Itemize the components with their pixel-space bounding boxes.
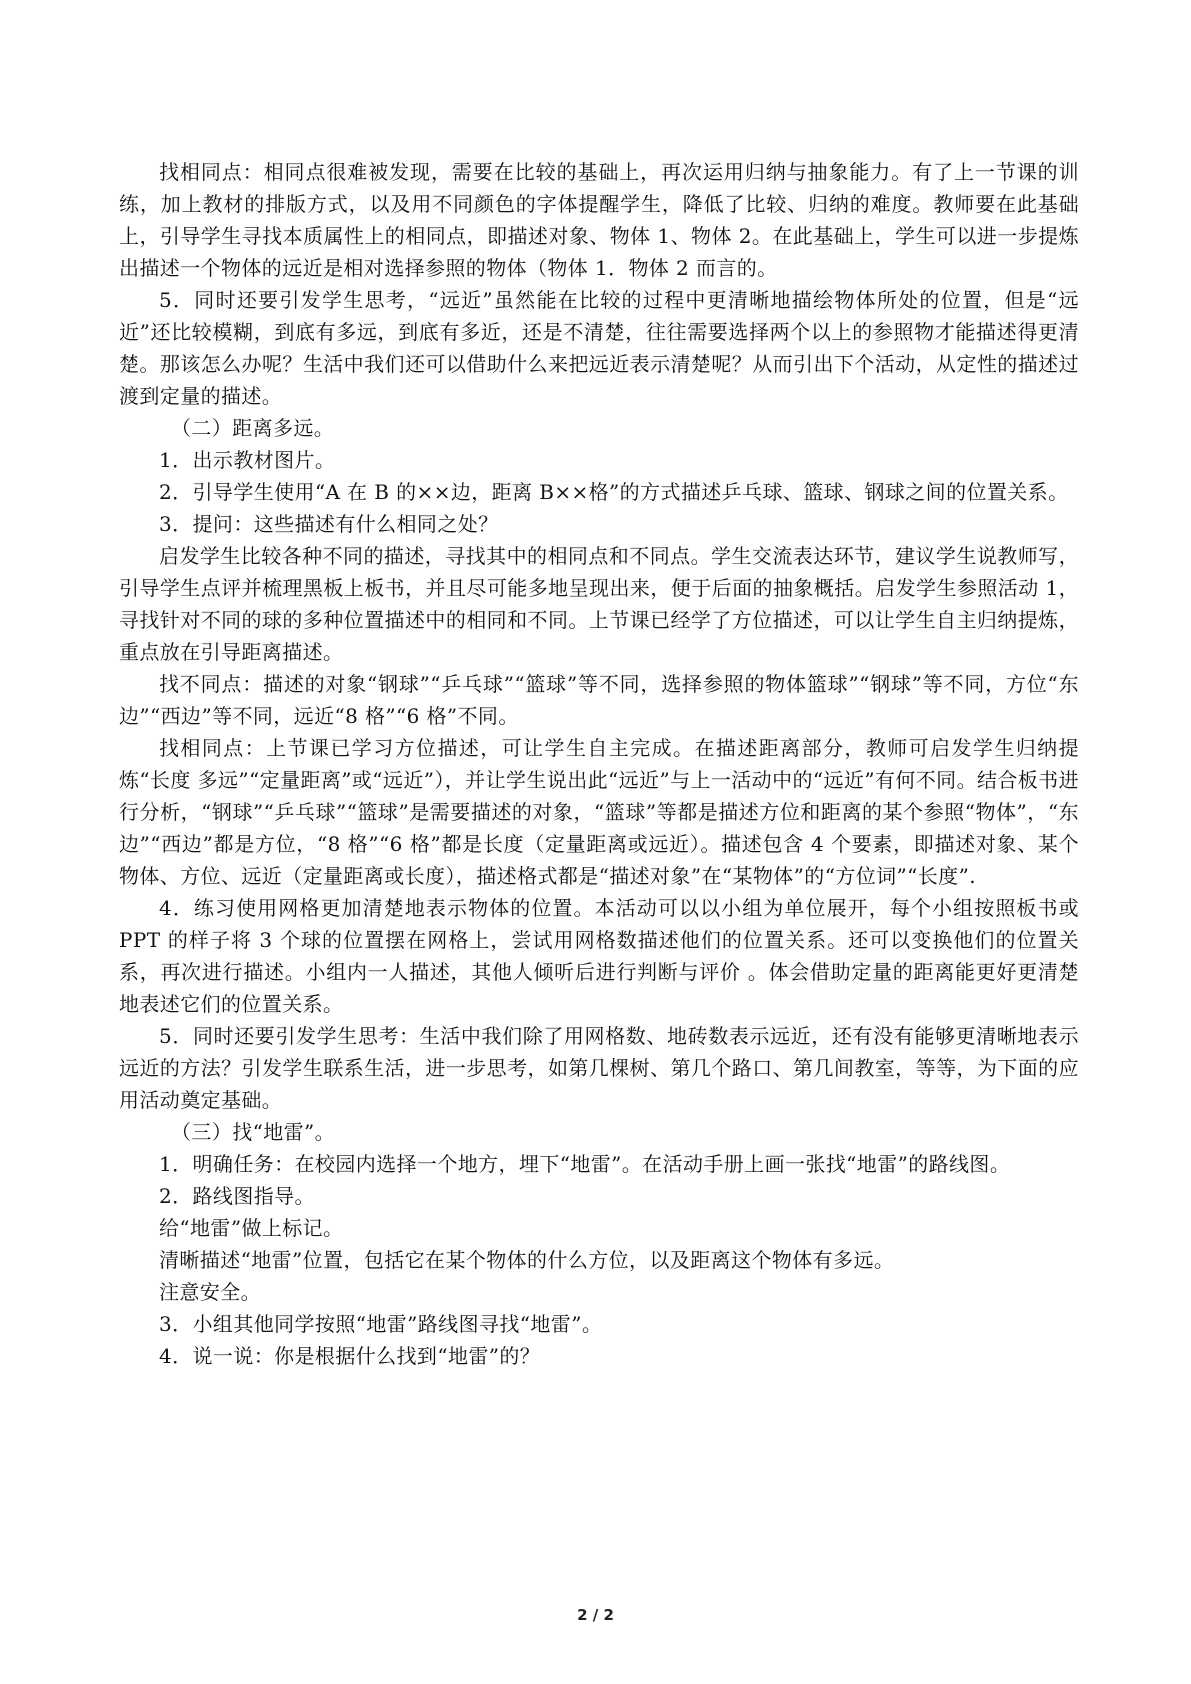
document-body — [119, 156, 1079, 1372]
paragraph: 注意安全。 — [159, 1280, 261, 1304]
paragraph: 5．同时还要引发学生思考，“远近”虽然能在比较的过程中更清晰地描绘物体所处的位置，但是“远近”还比较模糊，到底有多远，到底有多近，还是不清楚，往往需要选择两个以上的参照物才能描述得更清楚。那该怎么办呢？生活中我们还可以借助什么来把远近表示清楚呢？从而引出下个活动，从定性的描述过渡到定量的描述。 — [119, 288, 1079, 408]
paragraph: 4．说一说：你是根据什么找到“地雷”的？ — [159, 1344, 541, 1368]
section-heading: （三）找“地雷”。 — [171, 1120, 336, 1144]
paragraph: 2．路线图指导。 — [159, 1184, 315, 1208]
paragraph: 找相同点：相同点很难被发现，需要在比较的基础上，再次运用归纳与抽象能力。有了上一节课的训练，加上教材的排版方式，以及用不同颜色的字体提醒学生，降低了比较、归纳的难度。教师要在此基础上，引导学生寻找本质属性上的相同点，即描述对象、物体 1、物体 2。在此基础上，学生可以进一步提炼出描述一个物体的远近是相对选择参照的物体（物体 1．物体 2 而言的。 — [119, 160, 1079, 280]
paragraph: 给“地雷”做上标记。 — [159, 1216, 344, 1240]
paragraph: 清晰描述“地雷”位置，包括它在某个物体的什么方位，以及距离这个物体有多远。 — [159, 1248, 895, 1272]
page-number: 2 / 2 — [577, 1606, 614, 1624]
paragraph: 找相同点：上节课已学习方位描述，可让学生自主完成。在描述距离部分，教师可启发学生归纳提炼“长度 多远”“定量距离”或“远近”），并让学生说出此“远近”与上一活动中的“远近”有何不同。结合板书进行分析，“钢球”“乒乓球”“篮球”是需要描述的对象，“篮球”等都是描述方位和距离的某个参照“物体”，“东边”“西边”都是方位，“8 格”“6 格”都是长度（定量距离或远近）。描述包含 4 个要素，即描述对象、某个物体、方位、远近（定量距离或长度），描述格式都是“描述对象”在“某物体”的“方位词”“长度”. — [119, 736, 1079, 888]
paragraph: 启发学生比较各种不同的描述，寻找其中的相同点和不同点。学生交流表达环节，建议学生说教师写，引导学生点评并梳理黑板上板书，并且尽可能多地呈现出来，便于后面的抽象概括。启发学生参照活动 1，寻找针对不同的球的多种位置描述中的相同和不同。上节课已经学了方位描述，可以让学生自主归纳提炼，重点放在引导距离描述。 — [119, 544, 1079, 664]
paragraph: 4．练习使用网格更加清楚地表示物体的位置。本活动可以以小组为单位展开，每个小组按照板书或 PPT 的样子将 3 个球的位置摆在网格上，尝试用网格数描述他们的位置关系。还可以变换他们的位置关系，再次进行描述。小组内一人描述，其他人倾听后进行判断与评价 。体会借助定量的距离能更好更清楚地表述它们的位置关系。 — [119, 896, 1079, 1016]
paragraph: 3．提问：这些描述有什么相同之处？ — [159, 512, 499, 536]
paragraph: 找不同点：描述的对象“钢球”“乒乓球”“篮球”等不同，选择参照的物体篮球”“钢球”等不同，方位“东边”“西边”等不同，远近“8 格”“6 格”不同。 — [119, 672, 1079, 728]
paragraph: 1．出示教材图片。 — [159, 448, 336, 472]
section-heading: （二）距离多远。 — [171, 416, 335, 440]
paragraph: 3．小组其他同学按照“地雷”路线图寻找“地雷”。 — [159, 1312, 603, 1336]
paragraph: 1．明确任务：在校园内选择一个地方，埋下“地雷”。在活动手册上画一张找“地雷”的路线图。 — [159, 1152, 1011, 1176]
paragraph: 5．同时还要引发学生思考：生活中我们除了用网格数、地砖数表示远近，还有没有能够更清晰地表示远近的方法？引发学生联系生活，进一步思考，如第几棵树、第几个路口、第几间教室，等等，为下面的应用活动奠定基础。 — [119, 1024, 1079, 1112]
paragraph: 2．引导学生使用“A 在 B 的××边，距离 B××格”的方式描述乒乓球、篮球、钢球之间的位置关系。 — [159, 480, 1069, 504]
